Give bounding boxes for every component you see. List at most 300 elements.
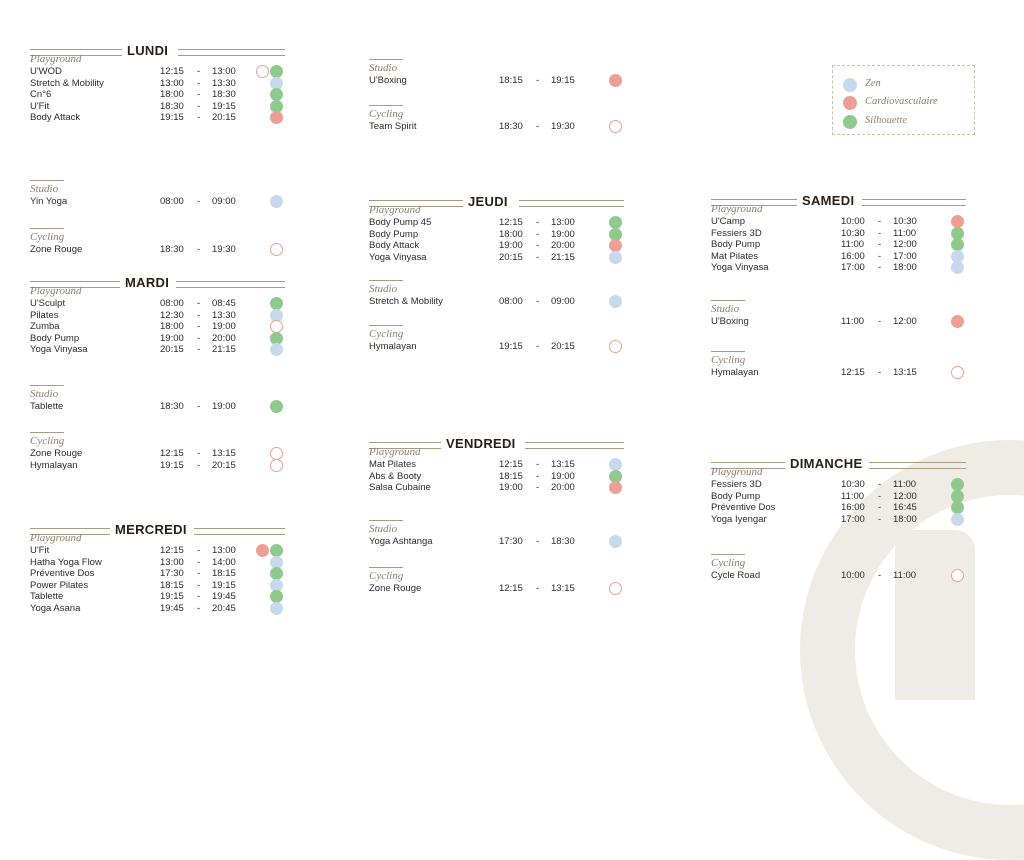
class-name: U'Sculpt bbox=[30, 298, 66, 309]
section-label: Playground bbox=[711, 466, 763, 478]
schedule-section bbox=[30, 385, 295, 413]
class-name: Body Pump bbox=[711, 490, 761, 502]
time-separator: - bbox=[197, 89, 201, 100]
class-name: Body Pump 45 bbox=[369, 217, 432, 228]
class-row bbox=[30, 244, 295, 256]
time-separator: - bbox=[197, 244, 201, 255]
class-name: Abs & Booty bbox=[369, 470, 422, 482]
class-row bbox=[369, 229, 634, 241]
section-rule bbox=[369, 59, 403, 60]
time-separator: - bbox=[197, 77, 201, 89]
cardio-dot-icon bbox=[270, 111, 283, 124]
class-name: Hymalayan bbox=[711, 367, 759, 378]
time-separator: - bbox=[878, 250, 882, 262]
start-time: 19:00 bbox=[499, 240, 523, 251]
end-time: 13:30 bbox=[212, 77, 236, 89]
time-separator: - bbox=[536, 228, 540, 240]
class-row bbox=[30, 298, 295, 310]
end-time: 13:00 bbox=[551, 217, 575, 228]
schedule-section bbox=[30, 432, 295, 471]
class-row bbox=[30, 321, 295, 333]
class-name: Body Pump bbox=[30, 332, 80, 344]
class-row bbox=[369, 252, 634, 264]
start-time: 12:15 bbox=[499, 217, 523, 228]
end-time: 20:15 bbox=[212, 459, 236, 471]
schedule-section bbox=[711, 201, 976, 274]
start-time: 10:00 bbox=[841, 570, 865, 581]
start-time: 17:30 bbox=[160, 568, 184, 579]
class-row bbox=[30, 196, 295, 208]
start-time: 19:15 bbox=[160, 591, 184, 602]
schedule-section bbox=[369, 280, 634, 308]
day-title: MARDI bbox=[122, 275, 172, 290]
cycling-icon bbox=[270, 243, 283, 256]
section-label: Cycling bbox=[711, 354, 746, 366]
class-row bbox=[711, 514, 976, 526]
class-name: Préventive Dos bbox=[711, 502, 776, 513]
section-label: Cycling bbox=[369, 108, 404, 120]
cardio-dot-icon bbox=[256, 544, 269, 557]
silh-dot-icon bbox=[270, 400, 283, 413]
end-time: 14:00 bbox=[212, 556, 236, 568]
start-time: 18:30 bbox=[499, 121, 523, 132]
class-name: Zone Rouge bbox=[30, 244, 83, 255]
legend-label: Zen bbox=[865, 78, 881, 89]
class-row bbox=[369, 583, 634, 595]
time-separator: - bbox=[197, 568, 201, 579]
class-row bbox=[30, 89, 295, 101]
schedule-section bbox=[30, 283, 295, 356]
time-separator: - bbox=[197, 112, 201, 123]
class-name: U'Fit bbox=[30, 545, 50, 556]
schedule-section bbox=[30, 51, 295, 124]
class-name: Pilates bbox=[30, 309, 59, 321]
class-name: Tablette bbox=[30, 401, 64, 412]
cycling-icon bbox=[951, 366, 964, 379]
class-row bbox=[30, 78, 295, 90]
end-time: 19:15 bbox=[212, 100, 236, 112]
start-time: 18:30 bbox=[160, 401, 184, 412]
start-time: 16:00 bbox=[841, 502, 865, 513]
start-time: 19:15 bbox=[160, 459, 184, 471]
start-time: 19:45 bbox=[160, 602, 184, 614]
time-separator: - bbox=[536, 482, 540, 493]
class-name: U'WOD bbox=[30, 66, 62, 77]
class-name: Hymalayan bbox=[30, 459, 78, 471]
class-row bbox=[369, 75, 634, 87]
zen-dot-icon bbox=[843, 78, 857, 92]
class-name: U'Boxing bbox=[369, 75, 407, 86]
class-row bbox=[30, 568, 295, 580]
class-row bbox=[711, 367, 976, 379]
start-time: 18:15 bbox=[499, 75, 523, 86]
time-separator: - bbox=[197, 448, 201, 459]
class-row bbox=[711, 479, 976, 491]
time-separator: - bbox=[878, 513, 882, 525]
start-time: 12:15 bbox=[499, 583, 523, 594]
schedule-section bbox=[369, 567, 634, 595]
start-time: 17:00 bbox=[841, 513, 865, 525]
class-name: Hatha Yoga Flow bbox=[30, 556, 102, 568]
end-time: 13:15 bbox=[551, 459, 575, 470]
start-time: 11:00 bbox=[841, 239, 865, 250]
end-time: 19:15 bbox=[212, 579, 236, 591]
section-label: Studio bbox=[369, 62, 398, 74]
start-time: 10:30 bbox=[841, 479, 865, 490]
time-separator: - bbox=[536, 583, 540, 594]
day-title: MERCREDI bbox=[112, 522, 190, 537]
time-separator: - bbox=[197, 591, 201, 602]
day-title: VENDREDI bbox=[443, 436, 519, 451]
cycling-icon bbox=[256, 65, 269, 78]
class-name: Body Pump bbox=[369, 228, 419, 240]
start-time: 10:30 bbox=[841, 227, 865, 239]
section-rule bbox=[711, 351, 745, 352]
section-rule bbox=[369, 567, 403, 568]
class-name: U'Boxing bbox=[711, 316, 749, 327]
cycling-icon bbox=[609, 120, 622, 133]
end-time: 19:45 bbox=[212, 591, 236, 602]
cycling-icon bbox=[951, 569, 964, 582]
end-time: 21:15 bbox=[551, 251, 575, 263]
section-label: Cycling bbox=[711, 557, 746, 569]
class-row bbox=[711, 570, 976, 582]
time-separator: - bbox=[878, 262, 882, 273]
time-separator: - bbox=[878, 227, 882, 239]
start-time: 13:00 bbox=[160, 556, 184, 568]
start-time: 12:15 bbox=[160, 545, 184, 556]
time-separator: - bbox=[197, 66, 201, 77]
start-time: 12:15 bbox=[841, 367, 865, 378]
end-time: 17:00 bbox=[893, 250, 917, 262]
start-time: 18:30 bbox=[160, 100, 184, 112]
start-time: 16:00 bbox=[841, 250, 865, 262]
cardio-dot-icon bbox=[843, 96, 857, 110]
class-name: Fessiers 3D bbox=[711, 479, 762, 490]
class-row bbox=[369, 471, 634, 483]
start-time: 08:00 bbox=[499, 296, 523, 307]
section-label: Studio bbox=[369, 523, 398, 535]
time-separator: - bbox=[197, 602, 201, 614]
time-separator: - bbox=[878, 367, 882, 378]
time-separator: - bbox=[878, 570, 882, 581]
cardio-dot-icon bbox=[609, 481, 622, 494]
start-time: 08:00 bbox=[160, 196, 184, 207]
section-label: Cycling bbox=[30, 231, 65, 243]
section-rule bbox=[369, 105, 403, 106]
end-time: 19:00 bbox=[212, 401, 236, 412]
zen-dot-icon bbox=[609, 251, 622, 264]
end-time: 21:15 bbox=[212, 344, 236, 355]
section-label: Playground bbox=[30, 53, 82, 65]
class-row bbox=[30, 344, 295, 356]
class-row bbox=[30, 580, 295, 592]
end-time: 19:30 bbox=[551, 121, 575, 132]
section-rule bbox=[30, 180, 64, 181]
start-time: 20:15 bbox=[160, 344, 184, 355]
day-block bbox=[711, 456, 976, 581]
class-name: Cycle Road bbox=[711, 570, 761, 581]
time-separator: - bbox=[197, 401, 201, 412]
start-time: 12:30 bbox=[160, 309, 184, 321]
end-time: 18:00 bbox=[893, 262, 917, 273]
start-time: 18:00 bbox=[499, 228, 523, 240]
day-title: SAMEDI bbox=[799, 193, 857, 208]
class-row bbox=[30, 460, 295, 472]
schedule-section bbox=[30, 530, 295, 614]
day-block bbox=[30, 275, 295, 471]
class-name: U'Camp bbox=[711, 216, 746, 227]
end-time: 20:45 bbox=[212, 602, 236, 614]
section-label: Playground bbox=[369, 204, 421, 216]
time-separator: - bbox=[197, 100, 201, 112]
class-row bbox=[711, 239, 976, 251]
time-separator: - bbox=[878, 239, 882, 250]
class-name: Yoga Vinyasa bbox=[369, 251, 427, 263]
section-label: Studio bbox=[30, 388, 59, 400]
start-time: 13:00 bbox=[160, 77, 184, 89]
class-row bbox=[30, 545, 295, 557]
class-row bbox=[711, 491, 976, 503]
class-row bbox=[711, 251, 976, 263]
day-block bbox=[711, 193, 976, 378]
time-separator: - bbox=[878, 479, 882, 490]
class-name: Zone Rouge bbox=[30, 448, 83, 459]
class-row bbox=[30, 333, 295, 345]
class-name: Zone Rouge bbox=[369, 583, 422, 594]
class-name: Yin Yoga bbox=[30, 196, 68, 207]
class-row bbox=[30, 101, 295, 113]
cardio-dot-icon bbox=[951, 315, 964, 328]
end-time: 20:15 bbox=[212, 112, 236, 123]
start-time: 18:00 bbox=[160, 89, 184, 100]
start-time: 17:30 bbox=[499, 536, 523, 547]
end-time: 13:00 bbox=[212, 545, 236, 556]
start-time: 08:00 bbox=[160, 298, 184, 309]
class-row bbox=[30, 557, 295, 569]
class-row bbox=[30, 448, 295, 460]
start-time: 18:30 bbox=[160, 244, 184, 255]
time-separator: - bbox=[536, 470, 540, 482]
end-time: 18:30 bbox=[551, 536, 575, 547]
section-rule bbox=[30, 432, 64, 433]
day-block bbox=[369, 194, 634, 352]
class-name: Team Spirit bbox=[369, 121, 417, 132]
start-time: 19:00 bbox=[499, 482, 523, 493]
start-time: 20:15 bbox=[499, 251, 523, 263]
time-separator: - bbox=[878, 316, 882, 327]
class-name: Fessiers 3D bbox=[711, 227, 762, 239]
start-time: 19:15 bbox=[160, 112, 184, 123]
class-row bbox=[369, 459, 634, 471]
time-separator: - bbox=[878, 502, 882, 513]
start-time: 19:00 bbox=[160, 332, 184, 344]
schedule-section bbox=[711, 351, 976, 379]
day-block bbox=[369, 436, 634, 594]
class-name: Yoga Iyengar bbox=[711, 513, 767, 525]
time-separator: - bbox=[197, 556, 201, 568]
start-time: 12:15 bbox=[499, 459, 523, 470]
schedule-section bbox=[711, 300, 976, 328]
class-row bbox=[711, 216, 976, 228]
end-time: 13:30 bbox=[212, 309, 236, 321]
day-block bbox=[30, 522, 295, 614]
end-time: 13:15 bbox=[551, 583, 575, 594]
end-time: 11:00 bbox=[893, 479, 917, 490]
time-separator: - bbox=[878, 216, 882, 227]
schedule-section bbox=[30, 180, 295, 208]
end-time: 09:00 bbox=[212, 196, 236, 207]
section-label: Playground bbox=[30, 285, 82, 297]
class-name: Body Attack bbox=[30, 112, 81, 123]
time-separator: - bbox=[536, 251, 540, 263]
time-separator: - bbox=[536, 341, 540, 352]
start-time: 17:00 bbox=[841, 262, 865, 273]
end-time: 12:00 bbox=[893, 490, 917, 502]
class-row bbox=[369, 341, 634, 353]
time-separator: - bbox=[197, 298, 201, 309]
time-separator: - bbox=[536, 217, 540, 228]
end-time: 12:00 bbox=[893, 316, 917, 327]
zen-dot-icon bbox=[609, 535, 622, 548]
end-time: 20:00 bbox=[551, 240, 575, 251]
class-name: Yoga Asana bbox=[30, 602, 81, 614]
class-name: Tablette bbox=[30, 591, 64, 602]
end-time: 20:00 bbox=[212, 332, 236, 344]
start-time: 18:15 bbox=[499, 470, 523, 482]
section-rule bbox=[369, 280, 403, 281]
class-row bbox=[30, 66, 295, 78]
schedule-section bbox=[30, 228, 295, 256]
time-separator: - bbox=[536, 121, 540, 132]
end-time: 20:00 bbox=[551, 482, 575, 493]
legend bbox=[832, 65, 975, 135]
class-name: Yoga Ashtanga bbox=[369, 536, 433, 547]
class-row bbox=[711, 262, 976, 274]
class-name: Yoga Vinyasa bbox=[711, 262, 769, 273]
start-time: 12:15 bbox=[160, 66, 184, 77]
schedule-section bbox=[369, 444, 634, 494]
time-separator: - bbox=[197, 332, 201, 344]
end-time: 11:00 bbox=[893, 227, 917, 239]
class-name: Power Pilates bbox=[30, 579, 89, 591]
class-row bbox=[711, 316, 976, 328]
end-time: 19:00 bbox=[212, 321, 236, 332]
silhouette-dot-icon bbox=[843, 115, 857, 129]
end-time: 19:00 bbox=[551, 470, 575, 482]
end-time: 13:15 bbox=[212, 448, 236, 459]
section-rule bbox=[711, 554, 745, 555]
class-name: Salsa Cubaine bbox=[369, 482, 431, 493]
schedule-section bbox=[369, 325, 634, 353]
class-name: Cn°6 bbox=[30, 89, 52, 100]
start-time: 19:15 bbox=[499, 341, 523, 352]
legend-label: Silhouette bbox=[865, 115, 907, 126]
day-title: JEUDI bbox=[465, 194, 511, 209]
class-name: U'Fit bbox=[30, 100, 50, 112]
section-rule bbox=[30, 385, 64, 386]
time-separator: - bbox=[197, 459, 201, 471]
class-row bbox=[30, 401, 295, 413]
schedule-section bbox=[711, 464, 976, 525]
end-time: 18:15 bbox=[212, 568, 236, 579]
end-time: 13:15 bbox=[893, 367, 917, 378]
section-rule bbox=[30, 228, 64, 229]
cardio-dot-icon bbox=[609, 74, 622, 87]
schedule-section bbox=[369, 105, 634, 133]
class-name: Stretch & Mobility bbox=[369, 296, 443, 307]
start-time: 11:00 bbox=[841, 316, 865, 327]
time-separator: - bbox=[536, 296, 540, 307]
end-time: 13:00 bbox=[212, 66, 236, 77]
end-time: 20:15 bbox=[551, 341, 575, 352]
end-time: 16:45 bbox=[893, 502, 917, 513]
time-separator: - bbox=[197, 196, 201, 207]
class-name: Body Attack bbox=[369, 240, 420, 251]
class-row bbox=[369, 482, 634, 494]
time-separator: - bbox=[536, 459, 540, 470]
class-row bbox=[369, 240, 634, 252]
section-label: Cycling bbox=[369, 328, 404, 340]
zen-dot-icon bbox=[270, 195, 283, 208]
class-name: Stretch & Mobility bbox=[30, 77, 104, 89]
time-separator: - bbox=[197, 344, 201, 355]
class-name: Hymalayan bbox=[369, 341, 417, 352]
section-label: Cycling bbox=[30, 435, 65, 447]
class-name: Yoga Vinyasa bbox=[30, 344, 88, 355]
schedule-section bbox=[369, 59, 634, 87]
class-row bbox=[711, 502, 976, 514]
start-time: 10:00 bbox=[841, 216, 865, 227]
section-label: Playground bbox=[30, 532, 82, 544]
schedule-section bbox=[711, 554, 976, 582]
section-label: Cycling bbox=[369, 570, 404, 582]
start-time: 12:15 bbox=[160, 448, 184, 459]
end-time: 18:30 bbox=[212, 89, 236, 100]
class-row bbox=[30, 310, 295, 322]
section-rule bbox=[711, 300, 745, 301]
time-separator: - bbox=[197, 545, 201, 556]
class-name: Mat Pilates bbox=[711, 250, 758, 262]
class-name: Body Pump bbox=[711, 239, 761, 250]
class-row bbox=[30, 603, 295, 615]
start-time: 11:00 bbox=[841, 490, 865, 502]
time-separator: - bbox=[197, 321, 201, 332]
end-time: 11:00 bbox=[893, 570, 917, 581]
section-label: Studio bbox=[30, 183, 59, 195]
start-time: 18:15 bbox=[160, 579, 184, 591]
class-name: Préventive Dos bbox=[30, 568, 95, 579]
end-time: 18:00 bbox=[893, 513, 917, 525]
zen-dot-icon bbox=[270, 343, 283, 356]
zen-dot-icon bbox=[609, 295, 622, 308]
section-rule bbox=[369, 325, 403, 326]
schedule-section bbox=[369, 202, 634, 263]
end-time: 10:30 bbox=[893, 216, 917, 227]
class-name: Zumba bbox=[30, 321, 60, 332]
end-time: 12:00 bbox=[893, 239, 917, 250]
time-separator: - bbox=[197, 579, 201, 591]
class-row bbox=[30, 112, 295, 124]
start-time: 18:00 bbox=[160, 321, 184, 332]
cycling-icon bbox=[609, 582, 622, 595]
day-block bbox=[30, 43, 295, 255]
day-title: DIMANCHE bbox=[787, 456, 865, 471]
class-row bbox=[30, 591, 295, 603]
section-label: Studio bbox=[711, 303, 740, 315]
time-separator: - bbox=[536, 536, 540, 547]
end-time: 19:15 bbox=[551, 75, 575, 86]
